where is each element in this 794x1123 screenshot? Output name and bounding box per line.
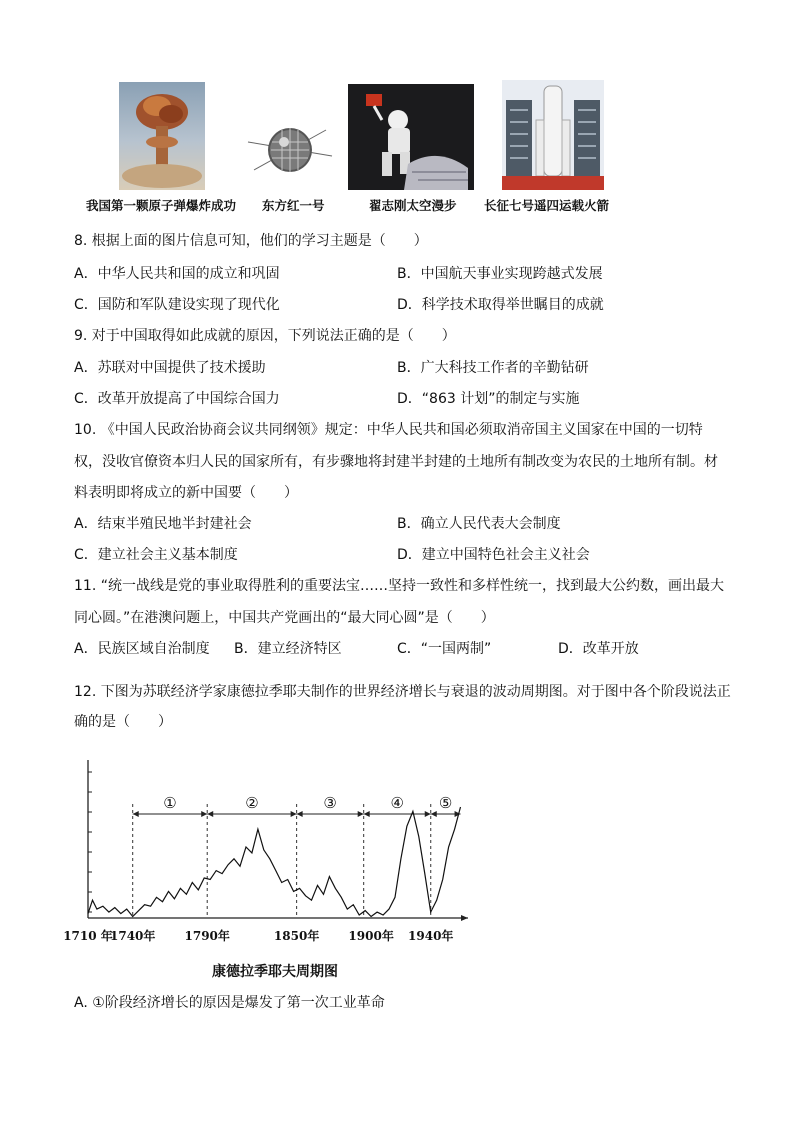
question-9-option-d[interactable]: D．“863 计划”的制定与实施 bbox=[397, 391, 580, 407]
question-10-stem-line-1: 10. 《中国人民政治协商会议共同纲领》规定：中华人民共和国必须取消帝国主义国家在中国的一切特 bbox=[74, 422, 703, 438]
question-11-stem-line-2: 同心圆。”在港澳问题上，中国共产党画出的“最大同心圆”是（ ） bbox=[74, 610, 495, 626]
phase-label: ② bbox=[245, 794, 259, 812]
image-caption-3: 翟志刚太空漫步 bbox=[369, 198, 457, 213]
question-11-option-b[interactable]: B．建立经济特区 bbox=[234, 641, 342, 657]
question-10-option-d[interactable]: D．建立中国特色社会主义社会 bbox=[397, 547, 590, 563]
question-10-option-b[interactable]: B．确立人民代表大会制度 bbox=[397, 516, 561, 532]
phase-label: ① bbox=[163, 794, 177, 812]
phase-arrow-left bbox=[297, 811, 303, 817]
phase-arrow-left bbox=[133, 811, 139, 817]
phase-arrow-right bbox=[425, 811, 431, 817]
phase-arrow-right bbox=[201, 811, 207, 817]
question-8-option-c[interactable]: C．国防和军队建设实现了现代化 bbox=[74, 297, 280, 313]
question-8-option-d[interactable]: D．科学技术取得举世瞩目的成就 bbox=[397, 297, 604, 313]
long-march-rocket-photo bbox=[502, 80, 604, 190]
phase-label: ⑤ bbox=[438, 794, 453, 812]
question-8-option-b[interactable]: B．中国航天事业实现跨越式发展 bbox=[397, 266, 603, 282]
question-10-stem-line-2: 权，没收官僚资本归人民的国家所有，有步骤地将封建半封建的土地所有制改变为农民的土地所有制。材 bbox=[74, 454, 718, 470]
question-9-option-b[interactable]: B．广大科技工作者的辛勤钻研 bbox=[397, 360, 589, 376]
question-8-option-a[interactable]: A．中华人民共和国的成立和巩固 bbox=[74, 266, 280, 282]
question-10-option-a[interactable]: A．结束半殖民地半封建社会 bbox=[74, 516, 252, 532]
x-tick-label: 1850年 bbox=[273, 929, 320, 943]
question-12-option-a[interactable]: A. ①阶段经济增长的原因是爆发了第一次工业革命 bbox=[74, 995, 385, 1011]
phase-arrow-right bbox=[358, 811, 364, 817]
phase-label: ③ bbox=[323, 794, 337, 812]
atomic-bomb-photo bbox=[119, 82, 205, 190]
question-11-option-c[interactable]: C．“一国两制” bbox=[397, 641, 492, 657]
question-11-stem-line-1: 11. “统一战线是党的事业取得胜利的重要法宝……坚持一致性和多样性统一，找到最大公约数，画出最大 bbox=[74, 578, 724, 594]
phase-arrow-left bbox=[364, 811, 370, 817]
phase-arrow-left bbox=[431, 811, 437, 817]
question-12-stem-line-2: 确的是（ ） bbox=[74, 714, 172, 730]
x-axis-arrow bbox=[461, 915, 468, 921]
x-tick-label: 1740年 bbox=[110, 929, 156, 943]
x-tick-label: 1900年 bbox=[348, 929, 394, 943]
x-tick-label: 1710 年 bbox=[63, 929, 113, 943]
question-12-stem-line-1: 12. 下图为苏联经济学家康德拉季耶夫制作的世界经济增长与衰退的波动周期图。对于图中各个阶段说法正 bbox=[74, 684, 731, 700]
series-line bbox=[88, 807, 461, 917]
question-10-option-c[interactable]: C．建立社会主义基本制度 bbox=[74, 547, 238, 563]
question-10-stem-line-3: 料表明即将成立的新中国要（ ） bbox=[74, 485, 298, 501]
question-9-option-a[interactable]: A．苏联对中国提供了技术援助 bbox=[74, 360, 266, 376]
question-9-stem: 9. 对于中国取得如此成就的原因，下列说法正确的是（ ） bbox=[74, 328, 456, 344]
spacewalk-photo bbox=[348, 84, 474, 190]
x-tick-label: 1790年 bbox=[184, 929, 230, 943]
question-11-option-a[interactable]: A．民族区域自治制度 bbox=[74, 641, 210, 657]
satellite-icon bbox=[244, 112, 336, 190]
kondratiev-cycle-chart bbox=[60, 740, 500, 990]
dongfanghong-satellite-photo bbox=[244, 112, 336, 190]
rocket-icon bbox=[502, 80, 604, 190]
chart-title: 康德拉季耶夫周期图 bbox=[212, 964, 338, 980]
image-caption-2: 东方红一号 bbox=[262, 198, 325, 213]
question-11-option-d[interactable]: D．改革开放 bbox=[558, 641, 639, 657]
question-9-option-c[interactable]: C．改革开放提高了中国综合国力 bbox=[74, 391, 280, 407]
astronaut-icon bbox=[348, 84, 474, 190]
phase-arrow-right bbox=[291, 811, 297, 817]
phase-label: ④ bbox=[390, 794, 404, 812]
image-caption-1: 我国第一颗原子弹爆炸成功 bbox=[86, 198, 237, 213]
mushroom-cloud-icon bbox=[119, 82, 205, 190]
phase-arrow-left bbox=[207, 811, 213, 817]
image-caption-4: 长征七号遥四运载火箭 bbox=[484, 198, 610, 213]
x-tick-label: 1940年 bbox=[408, 929, 454, 943]
question-8-stem: 8. 根据上面的图片信息可知，他们的学习主题是（ ） bbox=[74, 233, 428, 249]
